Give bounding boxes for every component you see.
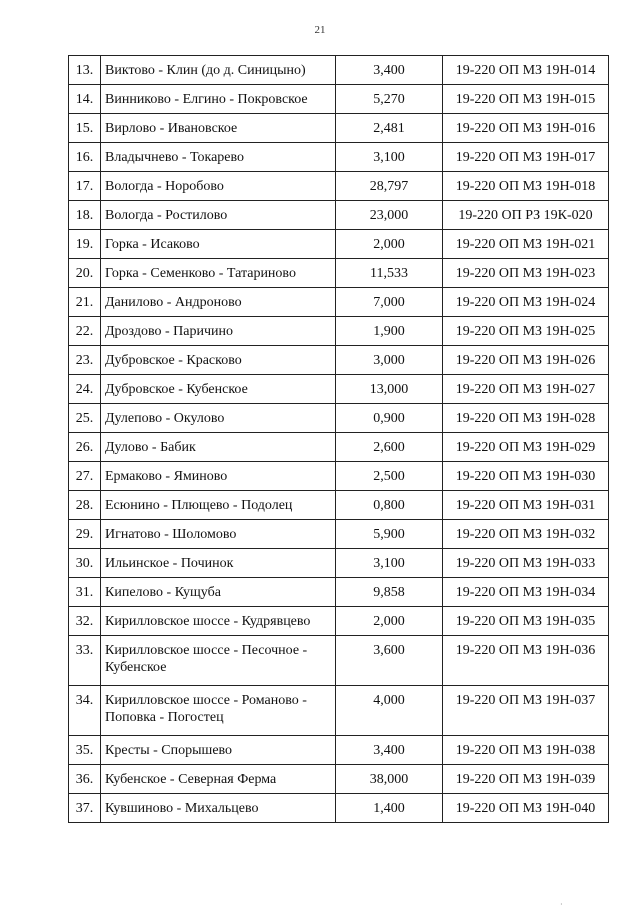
- row-number-cell: 34.: [69, 686, 101, 736]
- table-row: [69, 143, 609, 172]
- road-length-cell: 5,270: [336, 85, 443, 114]
- table-row: [69, 346, 609, 375]
- road-code-cell: 19-220 ОП МЗ 19Н-035: [443, 607, 609, 636]
- table-row: [69, 317, 609, 346]
- table-row: [69, 462, 609, 491]
- road-code-cell: 19-220 ОП МЗ 19Н-030: [443, 462, 609, 491]
- road-code-cell: 19-220 ОП МЗ 19Н-025: [443, 317, 609, 346]
- road-length-cell: 13,000: [336, 375, 443, 404]
- road-code-cell: 19-220 ОП МЗ 19Н-029: [443, 433, 609, 462]
- row-number-cell: 23.: [69, 346, 101, 375]
- row-number-cell: 36.: [69, 765, 101, 794]
- table-row: [69, 520, 609, 549]
- row-number-cell: 13.: [69, 56, 101, 85]
- row-number-cell: 16.: [69, 143, 101, 172]
- road-length-cell: 28,797: [336, 172, 443, 201]
- road-length-cell: 3,100: [336, 143, 443, 172]
- road-name-cell: Данилово - Андроново: [101, 288, 336, 317]
- table-row: [69, 404, 609, 433]
- row-number-cell: 25.: [69, 404, 101, 433]
- table-row: [69, 607, 609, 636]
- table-row: [69, 56, 609, 85]
- road-name-cell: Дроздово - Паричино: [101, 317, 336, 346]
- scan-mark: ·: [560, 900, 563, 909]
- table-row: [69, 794, 609, 823]
- road-name-cell: Дубровское - Красково: [101, 346, 336, 375]
- road-name-cell: Игнатово - Шоломово: [101, 520, 336, 549]
- row-number-cell: 18.: [69, 201, 101, 230]
- row-number-cell: 32.: [69, 607, 101, 636]
- road-length-cell: 3,400: [336, 736, 443, 765]
- road-code-cell: 19-220 ОП МЗ 19Н-039: [443, 765, 609, 794]
- road-code-cell: 19-220 ОП МЗ 19Н-023: [443, 259, 609, 288]
- table-row: [69, 686, 609, 736]
- row-number-cell: 29.: [69, 520, 101, 549]
- table-row: [69, 259, 609, 288]
- road-length-cell: 7,000: [336, 288, 443, 317]
- row-number-cell: 20.: [69, 259, 101, 288]
- road-length-cell: 2,500: [336, 462, 443, 491]
- table-row: [69, 288, 609, 317]
- row-number-cell: 14.: [69, 85, 101, 114]
- road-length-cell: 2,600: [336, 433, 443, 462]
- row-number-cell: 24.: [69, 375, 101, 404]
- road-code-cell: 19-220 ОП МЗ 19Н-014: [443, 56, 609, 85]
- table-row: [69, 114, 609, 143]
- road-length-cell: 3,600: [336, 636, 443, 686]
- road-code-cell: 19-220 ОП МЗ 19Н-026: [443, 346, 609, 375]
- road-code-cell: 19-220 ОП МЗ 19Н-017: [443, 143, 609, 172]
- row-number-cell: 33.: [69, 636, 101, 686]
- road-length-cell: 0,900: [336, 404, 443, 433]
- table-row: [69, 85, 609, 114]
- road-length-cell: 1,400: [336, 794, 443, 823]
- road-name-cell: Ермаково - Яминово: [101, 462, 336, 491]
- road-code-cell: 19-220 ОП МЗ 19Н-016: [443, 114, 609, 143]
- road-length-cell: 38,000: [336, 765, 443, 794]
- road-name-cell: Виктово - Клин (до д. Синицыно): [101, 56, 336, 85]
- row-number-cell: 21.: [69, 288, 101, 317]
- road-code-cell: 19-220 ОП МЗ 19Н-036: [443, 636, 609, 686]
- road-name-cell: Дубровское - Кубенское: [101, 375, 336, 404]
- road-name-cell: Есюнино - Плющево - Подолец: [101, 491, 336, 520]
- road-code-cell: 19-220 ОП МЗ 19Н-018: [443, 172, 609, 201]
- row-number-cell: 26.: [69, 433, 101, 462]
- road-name-cell: Владычнево - Токарево: [101, 143, 336, 172]
- road-length-cell: 5,900: [336, 520, 443, 549]
- road-length-cell: 11,533: [336, 259, 443, 288]
- road-code-cell: 19-220 ОП МЗ 19Н-037: [443, 686, 609, 736]
- road-length-cell: 4,000: [336, 686, 443, 736]
- row-number-cell: 35.: [69, 736, 101, 765]
- road-length-cell: 0,800: [336, 491, 443, 520]
- table-row: [69, 765, 609, 794]
- road-code-cell: 19-220 ОП МЗ 19Н-015: [443, 85, 609, 114]
- table-row: [69, 491, 609, 520]
- road-code-cell: 19-220 ОП МЗ 19Н-034: [443, 578, 609, 607]
- road-length-cell: 3,400: [336, 56, 443, 85]
- row-number-cell: 30.: [69, 549, 101, 578]
- table-row: [69, 578, 609, 607]
- row-number-cell: 22.: [69, 317, 101, 346]
- road-name-cell: Кипелово - Кущуба: [101, 578, 336, 607]
- road-name-cell: Кирилловское шоссе - Песочное - Кубенское: [101, 636, 336, 686]
- row-number-cell: 37.: [69, 794, 101, 823]
- road-length-cell: 2,000: [336, 230, 443, 259]
- roads-table-body: [69, 56, 609, 823]
- row-number-cell: 19.: [69, 230, 101, 259]
- row-number-cell: 15.: [69, 114, 101, 143]
- road-length-cell: 3,100: [336, 549, 443, 578]
- road-length-cell: 23,000: [336, 201, 443, 230]
- road-code-cell: 19-220 ОП МЗ 19Н-033: [443, 549, 609, 578]
- row-number-cell: 17.: [69, 172, 101, 201]
- road-code-cell: 19-220 ОП МЗ 19Н-024: [443, 288, 609, 317]
- table-row: [69, 549, 609, 578]
- road-name-cell: Вологда - Ростилово: [101, 201, 336, 230]
- road-code-cell: 19-220 ОП МЗ 19Н-021: [443, 230, 609, 259]
- table-row: [69, 636, 609, 686]
- road-name-cell: Вологда - Норобово: [101, 172, 336, 201]
- road-name-cell: Дулово - Бабик: [101, 433, 336, 462]
- road-name-cell: Винниково - Елгино - Покровское: [101, 85, 336, 114]
- road-name-cell: Горка - Исаково: [101, 230, 336, 259]
- road-name-cell: Ильинское - Починок: [101, 549, 336, 578]
- page-number: 21: [314, 24, 326, 36]
- road-code-cell: 19-220 ОП МЗ 19Н-040: [443, 794, 609, 823]
- road-name-cell: Кубенское - Северная Ферма: [101, 765, 336, 794]
- road-name-cell: Горка - Семенково - Татариново: [101, 259, 336, 288]
- road-name-cell: Кирилловское шоссе - Кудрявцево: [101, 607, 336, 636]
- table-row: [69, 433, 609, 462]
- row-number-cell: 27.: [69, 462, 101, 491]
- road-code-cell: 19-220 ОП РЗ 19К-020: [443, 201, 609, 230]
- road-code-cell: 19-220 ОП МЗ 19Н-038: [443, 736, 609, 765]
- road-length-cell: 1,900: [336, 317, 443, 346]
- road-code-cell: 19-220 ОП МЗ 19Н-031: [443, 491, 609, 520]
- table-row: [69, 201, 609, 230]
- road-name-cell: Дулепово - Окулово: [101, 404, 336, 433]
- road-length-cell: 2,000: [336, 607, 443, 636]
- road-code-cell: 19-220 ОП МЗ 19Н-028: [443, 404, 609, 433]
- table-row: [69, 172, 609, 201]
- road-length-cell: 3,000: [336, 346, 443, 375]
- road-name-cell: Кирилловское шоссе - Романово - Поповка - Погостец: [101, 686, 336, 736]
- table-row: [69, 230, 609, 259]
- row-number-cell: 31.: [69, 578, 101, 607]
- road-name-cell: Кресты - Спорышево: [101, 736, 336, 765]
- road-code-cell: 19-220 ОП МЗ 19Н-027: [443, 375, 609, 404]
- roads-table: [68, 55, 609, 823]
- row-number-cell: 28.: [69, 491, 101, 520]
- table-row: [69, 375, 609, 404]
- road-length-cell: 9,858: [336, 578, 443, 607]
- road-name-cell: Вирлово - Ивановское: [101, 114, 336, 143]
- road-code-cell: 19-220 ОП МЗ 19Н-032: [443, 520, 609, 549]
- table-row: [69, 736, 609, 765]
- road-name-cell: Кувшиново - Михальцево: [101, 794, 336, 823]
- road-length-cell: 2,481: [336, 114, 443, 143]
